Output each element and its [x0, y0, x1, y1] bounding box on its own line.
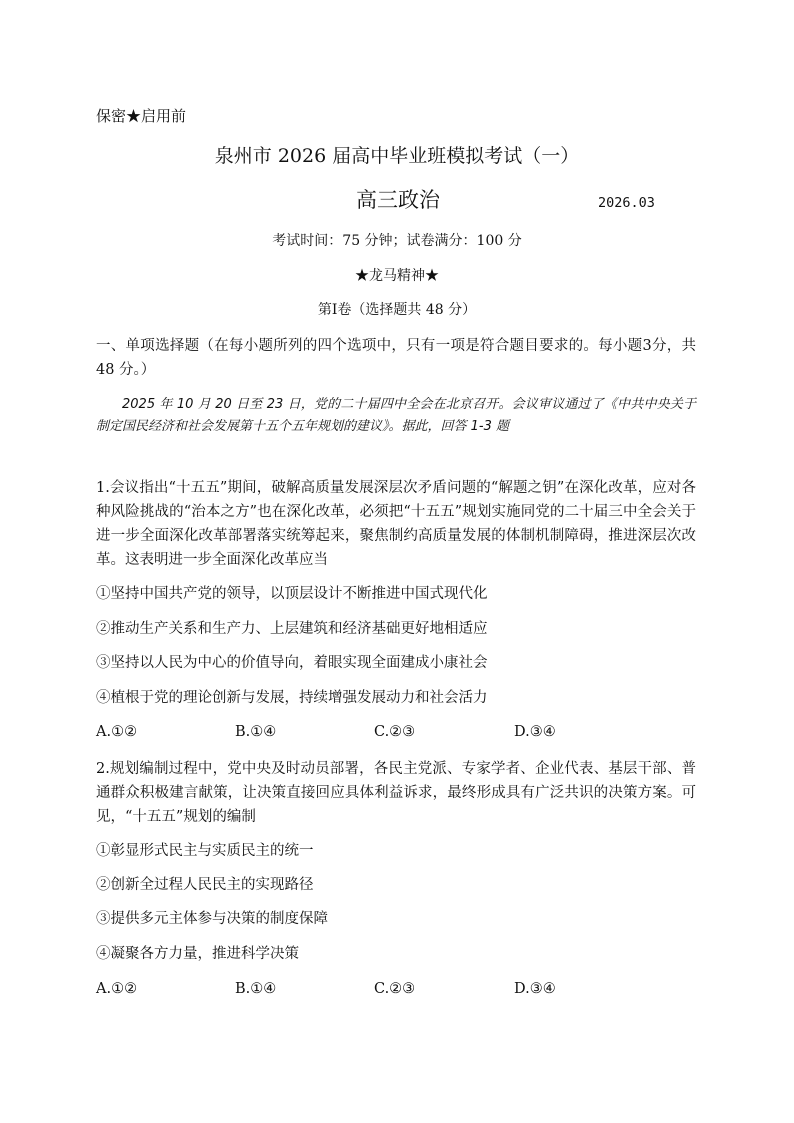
motto: ★龙马精神★ [355, 268, 439, 284]
exam-date: 2026.03 [598, 195, 655, 211]
question-1-answer-b: B.①④ [235, 724, 277, 740]
material-passage: 2025 年 10 月 20 日至 23 日，党的二十届四中全会在北京召开。会议审议通过了《中共中央关于制定国民经济和社会发展第十五个五年规划的建议》。据此，回答 1-3 题 [96, 397, 696, 434]
question-1-answer-d: D.③④ [514, 724, 556, 740]
question-1-option-3: ③坚持以人民为中心的价值导向，着眼实现全面建成小康社会 [96, 655, 488, 671]
question-2-option-1: ①彰显形式民主与实质民主的统一 [96, 843, 314, 859]
exam-info: 考试时间：75 分钟；试卷满分：100 分 [272, 233, 522, 249]
question-2-answer-d: D.③④ [514, 981, 556, 997]
question-1-option-4: ④植根于党的理论创新与发展，持续增强发展动力和社会活力 [96, 690, 488, 706]
question-1-stem: 1.会议指出“十五五”期间，破解高质量发展深层次矛盾问题的“解题之钥”在深化改革，应对各种风险挑战的“治本之方”也在深化改革，必须把“十五五”规划实施同党的二十届三中全会关于进一步全面深化改革部署落实统筹起来，聚焦制约高质量发展的体制机制障碍，推进深层次改革。这表明进一步全面深化改革应当 [96, 480, 696, 568]
question-2-answer-c: C.②③ [374, 981, 416, 997]
confidential-label: 保密★启用前 [96, 107, 187, 125]
question-2-stem: 2.规划编制过程中，党中央及时动员部署，各民主党派、专家学者、企业代表、基层干部、普通群众积极建言献策，让决策直接回应具体利益诉求，最终形成具有广泛共识的决策方案。可见，“十五五”规划的编制 [96, 761, 696, 825]
exam-title: 泉州市 2026 届高中毕业班模拟考试（一） [214, 145, 580, 167]
question-1-option-1: ①坚持中国共产党的领导，以顶层设计不断推进中国式现代化 [96, 586, 488, 602]
question-1-option-2: ②推动生产关系和生产力、上层建筑和经济基础更好地相适应 [96, 621, 488, 637]
question-1-answer-a: A.①② [96, 724, 138, 740]
question-2-option-4: ④凝聚各方力量，推进科学决策 [96, 946, 299, 962]
question-2-option-3: ③提供多元主体参与决策的制度保障 [96, 911, 328, 927]
volume-title: 第Ⅰ卷（选择题共 48 分） [317, 302, 477, 318]
question-2-option-2: ②创新全过程人民民主的实现路径 [96, 877, 314, 893]
question-2-answer-b: B.①④ [235, 981, 277, 997]
section-instruction: 一、单项选择题（在每小题所列的四个选项中，只有一项是符合题目要求的。每小题3分，共 48 分。） [96, 338, 696, 378]
question-1-answer-c: C.②③ [374, 724, 416, 740]
question-2-answer-a: A.①② [96, 981, 138, 997]
subject-title: 高三政治 [356, 188, 440, 212]
